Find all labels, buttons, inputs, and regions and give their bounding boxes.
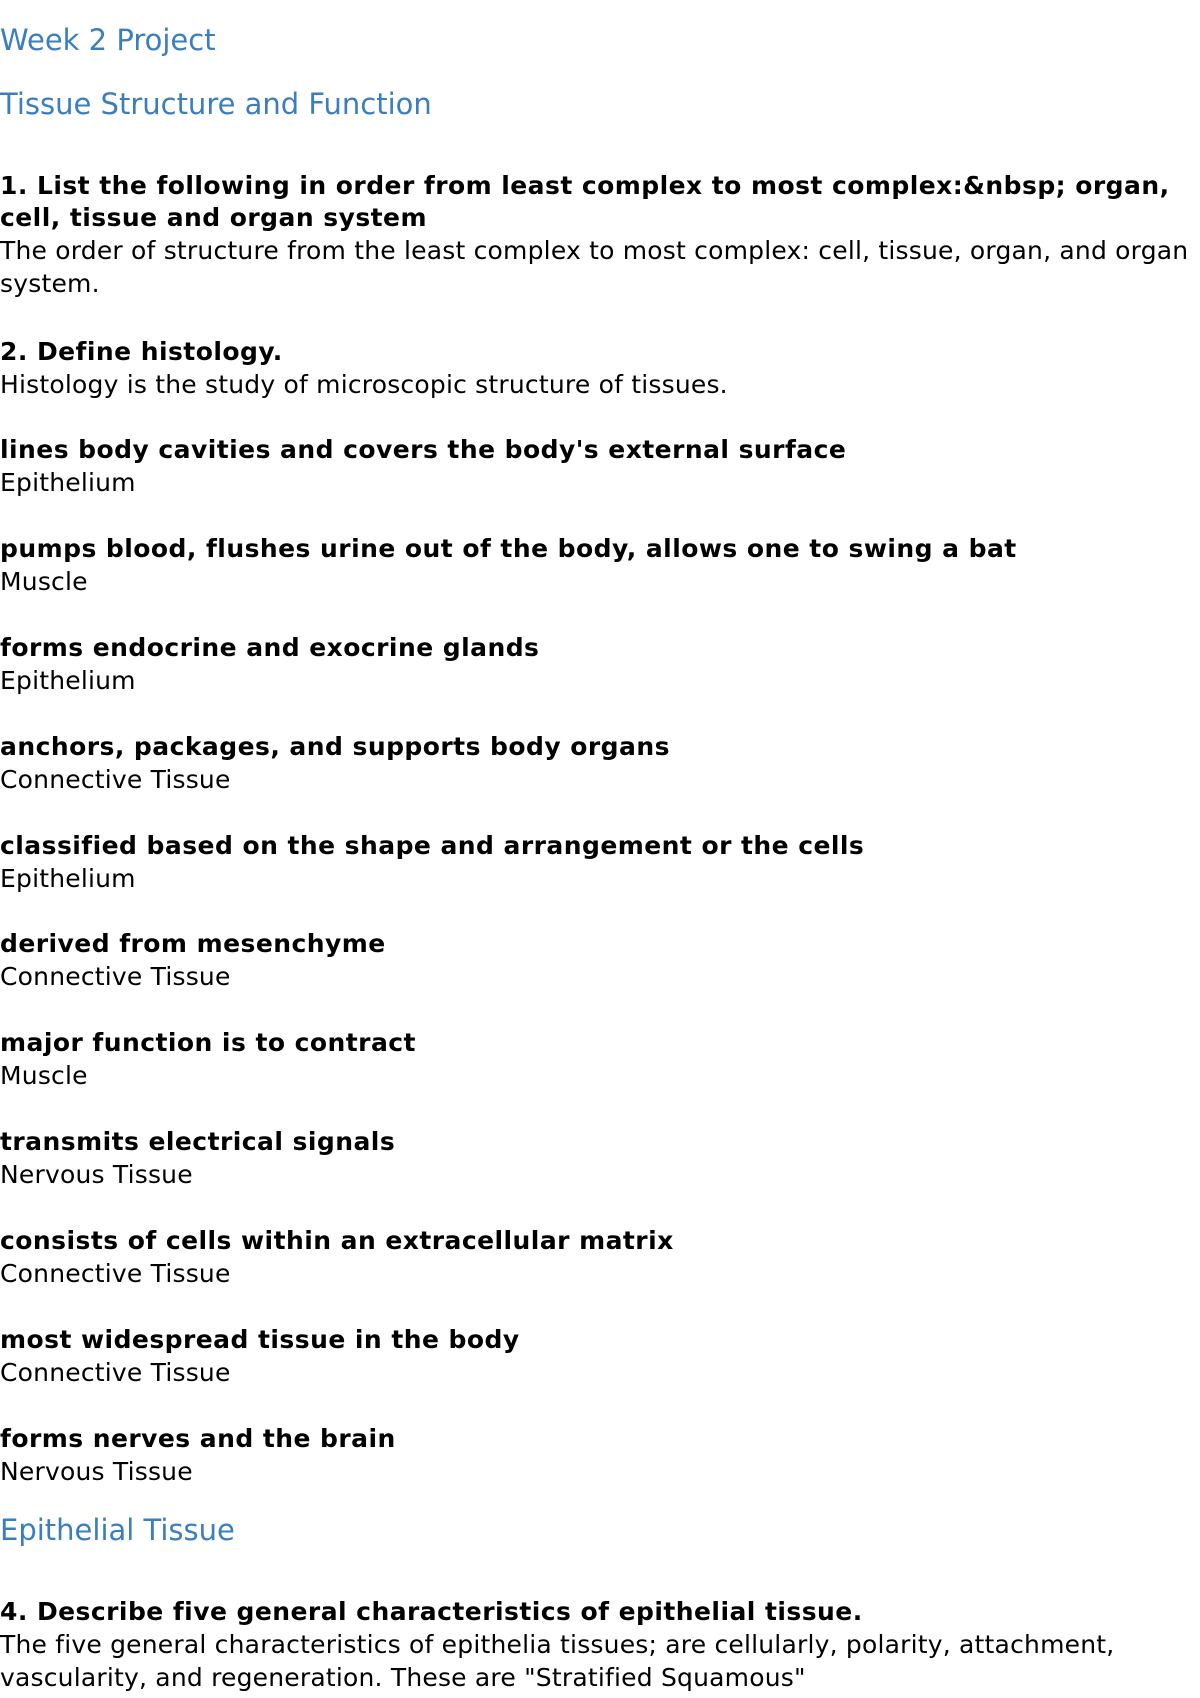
answer-text: The order of structure from the least complex to most complex: cell, tissue, organ, and organ system. <box>0 236 1189 298</box>
section-heading-epithelial-tissue: Epithelial Tissue <box>0 1513 235 1547</box>
qa-item <box>0 1596 1190 1694</box>
qa-item <box>0 170 1190 300</box>
question-text: classified based on the shape and arrangement or the cells <box>0 831 865 860</box>
question-text: derived from mesenchyme <box>0 929 386 958</box>
qa-item <box>0 731 1190 796</box>
qa-item <box>0 434 1190 499</box>
qa-item <box>0 336 1190 401</box>
question-text: transmits electrical signals <box>0 1127 396 1156</box>
question-text: forms endocrine and exocrine glands <box>0 633 540 662</box>
question-text: consists of cells within an extracellular matrix <box>0 1226 674 1255</box>
qa-item <box>0 928 1190 993</box>
qa-item <box>0 830 1190 895</box>
answer-text: Connective Tissue <box>0 1358 231 1387</box>
section-heading-tissue-structure: Tissue Structure and Function <box>0 87 432 121</box>
question-text: 1. List the following in order from least complex to most complex:&nbsp; organ, cell, tissue and organ system <box>0 171 1170 232</box>
answer-text: Nervous Tissue <box>0 1457 193 1486</box>
question-text: 4. Describe five general characteristics of epithelial tissue. <box>0 1597 863 1626</box>
answer-text: Nervous Tissue <box>0 1160 193 1189</box>
qa-item <box>0 1126 1190 1191</box>
answer-text: Muscle <box>0 1061 88 1090</box>
qa-item <box>0 632 1190 697</box>
qa-item <box>0 1324 1190 1389</box>
qa-item <box>0 1027 1190 1092</box>
answer-text: Epithelium <box>0 864 136 893</box>
question-text: forms nerves and the brain <box>0 1424 396 1453</box>
question-text: lines body cavities and covers the body's external surface <box>0 435 847 464</box>
question-text: most widespread tissue in the body <box>0 1325 520 1354</box>
qa-item <box>0 1225 1190 1290</box>
week-heading: Week 2 Project <box>0 23 216 57</box>
question-text: major function is to contract <box>0 1028 416 1057</box>
question-text: 2. Define histology. <box>0 337 283 366</box>
answer-text: The five general characteristics of epithelia tissues; are cellularly, polarity, attachment, vascularity, and regeneration. These are "Stratified Squamous" <box>0 1630 1115 1692</box>
answer-text: Epithelium <box>0 468 136 497</box>
qa-item <box>0 1423 1190 1488</box>
question-text: anchors, packages, and supports body organs <box>0 732 670 761</box>
answer-text: Muscle <box>0 567 88 596</box>
answer-text: Connective Tissue <box>0 765 231 794</box>
answer-text: Connective Tissue <box>0 1259 231 1288</box>
answer-text: Connective Tissue <box>0 962 231 991</box>
qa-item <box>0 533 1190 598</box>
answer-text: Histology is the study of microscopic structure of tissues. <box>0 370 728 399</box>
answer-text: Epithelium <box>0 666 136 695</box>
question-text: pumps blood, flushes urine out of the body, allows one to swing a bat <box>0 534 1017 563</box>
